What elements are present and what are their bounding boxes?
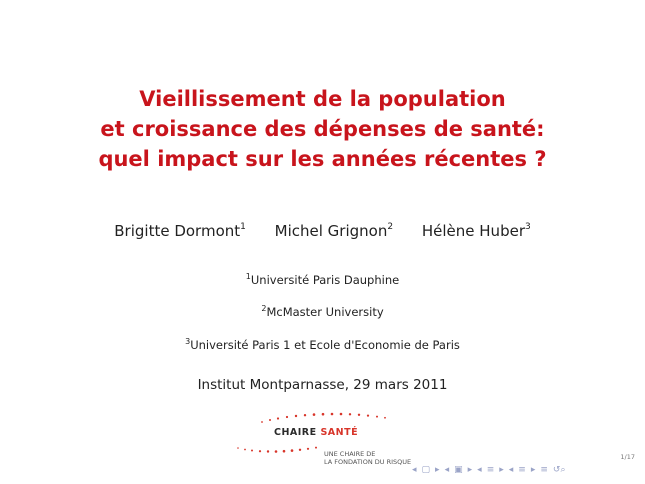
affil-text: McMaster University [266, 305, 384, 319]
title-line-3: quel impact sur les années récentes ? [98, 147, 547, 171]
logo-sub-line-1: UNE CHAIRE DE [324, 450, 376, 458]
prev-slide-icon[interactable]: ◂ [412, 465, 417, 475]
logo-wordmark [274, 427, 358, 438]
affiliation-3 [0, 338, 645, 352]
alignment-icon[interactable]: ≡ [540, 465, 548, 475]
author-name: Brigitte Dormont [114, 222, 241, 240]
page-number: 1/17 [620, 453, 635, 461]
logo-word-sante: SANTÉ [320, 427, 359, 438]
prev-section-icon[interactable]: ◂ [477, 465, 482, 475]
author-3 [422, 222, 531, 240]
affil-marker: 1 [245, 272, 251, 281]
prev-frame-icon[interactable]: ◂ [444, 465, 450, 475]
frame-icon[interactable]: ▣ [454, 465, 463, 475]
title-line-2: et croissance des dépenses de santé: [100, 117, 545, 141]
author-affil-marker: 1 [240, 222, 246, 232]
logo-word-chaire: CHAIRE [274, 427, 317, 438]
affil-marker: 2 [261, 304, 267, 313]
author-affil-marker: 3 [525, 222, 531, 232]
author-2 [275, 222, 393, 240]
affil-text: Université Paris Dauphine [250, 273, 400, 287]
next-slide-icon[interactable]: ▸ [435, 465, 440, 475]
author-affil-marker: 2 [387, 222, 394, 232]
author-1 [114, 222, 246, 240]
subsection-icon[interactable]: ≡ [518, 465, 526, 475]
logo-sub-line-2: LA FONDATION DU RISQUE [324, 458, 412, 466]
next-frame-icon[interactable]: ▸ [467, 465, 473, 475]
affiliation-2 [0, 305, 645, 319]
title-line-1: Vieillissement de la population [139, 87, 506, 111]
beamer-navigation-bar [412, 464, 571, 476]
author-name: Michel Grignon [274, 222, 388, 240]
chaire-sante-logo [232, 410, 432, 470]
affil-text: Université Paris 1 et Ecole d'Economie de Paris [190, 338, 460, 352]
prev-subsection-icon[interactable]: ◂ [508, 465, 514, 475]
section-icon[interactable]: ≡ [486, 465, 495, 475]
author-list [0, 222, 645, 240]
event-info: Institut Montparnasse, 29 mars 2011 [197, 377, 448, 393]
next-subsection-icon[interactable]: ▸ [530, 465, 536, 475]
slide-icon[interactable]: ▢ [421, 465, 431, 475]
next-section-icon[interactable]: ▸ [499, 465, 504, 475]
affil-marker: 3 [185, 337, 191, 346]
affiliation-1 [0, 273, 645, 287]
logo-subtitle [324, 450, 411, 466]
search-icon[interactable]: ↺⌕ [552, 465, 566, 475]
presentation-title [0, 84, 645, 174]
author-name: Hélène Huber [421, 222, 525, 240]
